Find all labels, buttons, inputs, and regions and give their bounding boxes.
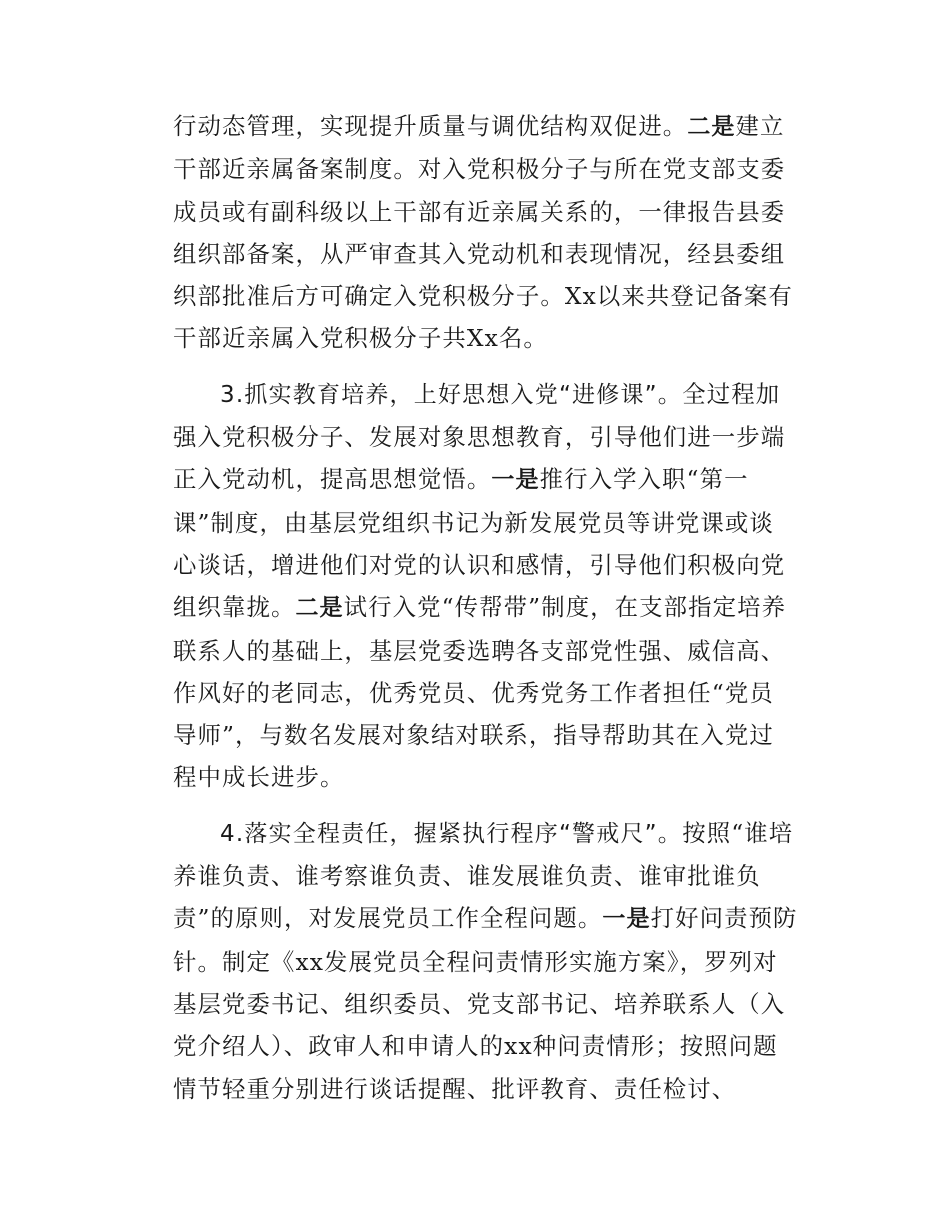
keyword-yi-shi: 一是 xyxy=(602,906,651,933)
body-text: 推行入学入职“第一课”制度，由基层党组织书记为新发展党员等讲党课或谈心谈话，增进他们对党的认识和感情，引导他们积极向党组织靠拢。 xyxy=(173,465,786,622)
body-text: 。全过程加强入党积极分子、发展对象思想教育，引导他们进一步端正入党动机，提高思想觉悟。 xyxy=(173,379,786,494)
paragraph-continuation xyxy=(173,105,798,360)
keyword-yi-shi: 一是 xyxy=(491,467,540,494)
body-text: 行动态管理，实现提升质量与调优结构双促进。 xyxy=(173,112,688,140)
body-text: 打好问责预防针。制定《xx发展党员全程问责情形实施方案》，罗列对基层党委书记、组织委员、党支部书记、培养联系人（入党介绍人）、政审人和申请人的xx种问责情形；按照问题情节轻重分别进行谈话提醒、批评教育、责任检讨、 xyxy=(173,904,798,1103)
body-text: 。按照“谁培养谁负责、谁考察谁负责、谁发展谁负责、谁审批谁负责”的原则，对发展党员工作全程问题。 xyxy=(173,818,794,933)
section-heading-3: 3.抓实教育培养，上好思想入党“进修课” xyxy=(220,381,658,408)
keyword-er-shi: 二是 xyxy=(687,114,736,140)
body-text: 试行入党“传帮带”制度，在支部指定培养联系人的基础上，基层党委选聘各支部党性强、威信高、作风好的老同志，优秀党员、优秀党务工作者担任“党员导师”，与数名发展对象结对联系，指导帮助其在入党过程中成长进步。 xyxy=(173,593,787,792)
paragraph-section-3 xyxy=(173,373,798,799)
keyword-er-shi: 二是 xyxy=(295,595,344,622)
document-body xyxy=(173,105,798,1110)
body-text: 建立干部近亲属备案制度。对入党积极分子与所在党支部支委成员或有副科级以上干部有近亲属关系的，一律报告县委组织部备案，从严审查其入党动机和表现情况，经县委组织部批准后方可确定入党积极分子。Xx以来共登记备案有干部近亲属入党积极分子共Xx名。 xyxy=(173,112,793,353)
paragraph-section-4 xyxy=(173,812,798,1110)
section-heading-4: 4.落实全程责任，握紧执行程序“警戒尺” xyxy=(220,820,658,847)
